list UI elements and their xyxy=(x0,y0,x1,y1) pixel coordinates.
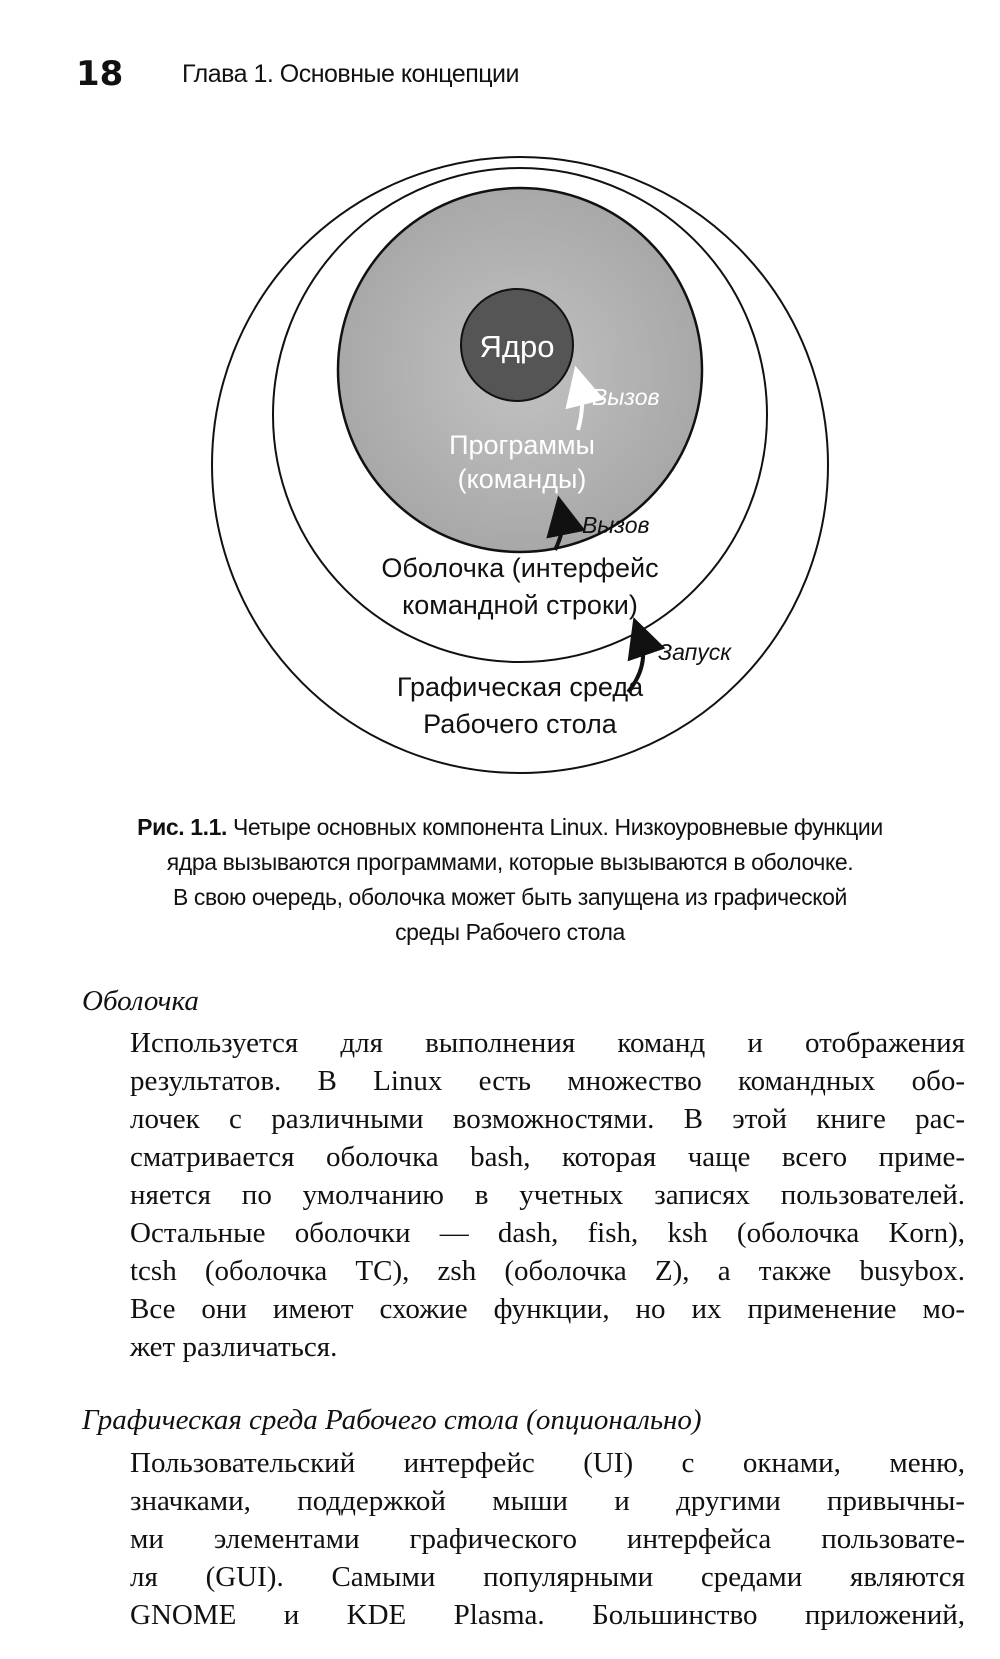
caption-line-3: В свою очередь, оболочка может быть запущена из графической xyxy=(173,884,847,910)
figure-caption xyxy=(90,810,930,950)
text-line: жет различаться. xyxy=(130,1331,338,1363)
text-line: Все они имеют схожие функции, но их применение мо- xyxy=(130,1293,965,1325)
text-line: значками, поддержкой мыши и другими привычны- xyxy=(130,1485,965,1517)
kernel-label: Ядро xyxy=(479,329,555,364)
desktop-label-line2: Рабочего стола xyxy=(423,709,617,739)
launch-label: Запуск xyxy=(658,639,732,665)
caption-line-2: ядра вызываются программами, которые вызываются в оболочке. xyxy=(166,849,854,875)
term-desktop-environment: Графическая среда Рабочего стола (опционально) xyxy=(82,1404,702,1436)
programs-label-line1: Программы xyxy=(449,430,595,460)
shell-label-line1: Оболочка (интерфейс xyxy=(381,553,659,583)
shell-label-line2: командной строки) xyxy=(402,590,638,620)
desktop-label-line1: Графическая среда xyxy=(396,672,644,702)
linux-components-diagram xyxy=(0,0,1000,800)
definition-shell xyxy=(130,1024,965,1366)
programs-label-line2: (команды) xyxy=(457,464,587,494)
page-number: 18 xyxy=(76,54,124,94)
text-line: ля (GUI). Самыми популярными средами являются xyxy=(130,1561,965,1593)
text-line: няется по умолчанию в учетных записях пользователей. xyxy=(130,1179,965,1211)
text-line: ми элементами графического интерфейса пользовате- xyxy=(130,1523,965,1555)
text-line: GNOME и KDE Plasma. Большинство приложений, xyxy=(130,1599,965,1631)
text-line: tcsh (оболочка TC), zsh (оболочка Z), а также busybox. xyxy=(130,1255,965,1287)
program-call-label: Вызов xyxy=(582,512,650,538)
text-line: Используется для выполнения команд и отображения xyxy=(130,1027,965,1059)
term-shell: Оболочка xyxy=(82,985,199,1017)
text-line: Пользовательский интерфейс (UI) с окнами, меню, xyxy=(130,1447,965,1479)
text-line: результатов. В Linux есть множество командных обо- xyxy=(130,1065,965,1097)
caption-label: Рис. 1.1. xyxy=(137,814,227,840)
caption-line-4: среды Рабочего стола xyxy=(395,919,625,945)
definition-desktop-environment xyxy=(130,1444,965,1634)
text-line: Остальные оболочки — dash, fish, ksh (оболочка Korn), xyxy=(130,1217,965,1249)
chapter-title: Глава 1. Основные концепции xyxy=(182,60,519,88)
text-line: лочек с различными возможностями. В этой книге рас- xyxy=(130,1103,965,1135)
kernel-call-label: Вызов xyxy=(592,384,660,410)
caption-line-1: Четыре основных компонента Linux. Низкоуровневые функции xyxy=(232,814,883,840)
text-line: сматривается оболочка bash, которая чаще всего приме- xyxy=(130,1141,965,1173)
